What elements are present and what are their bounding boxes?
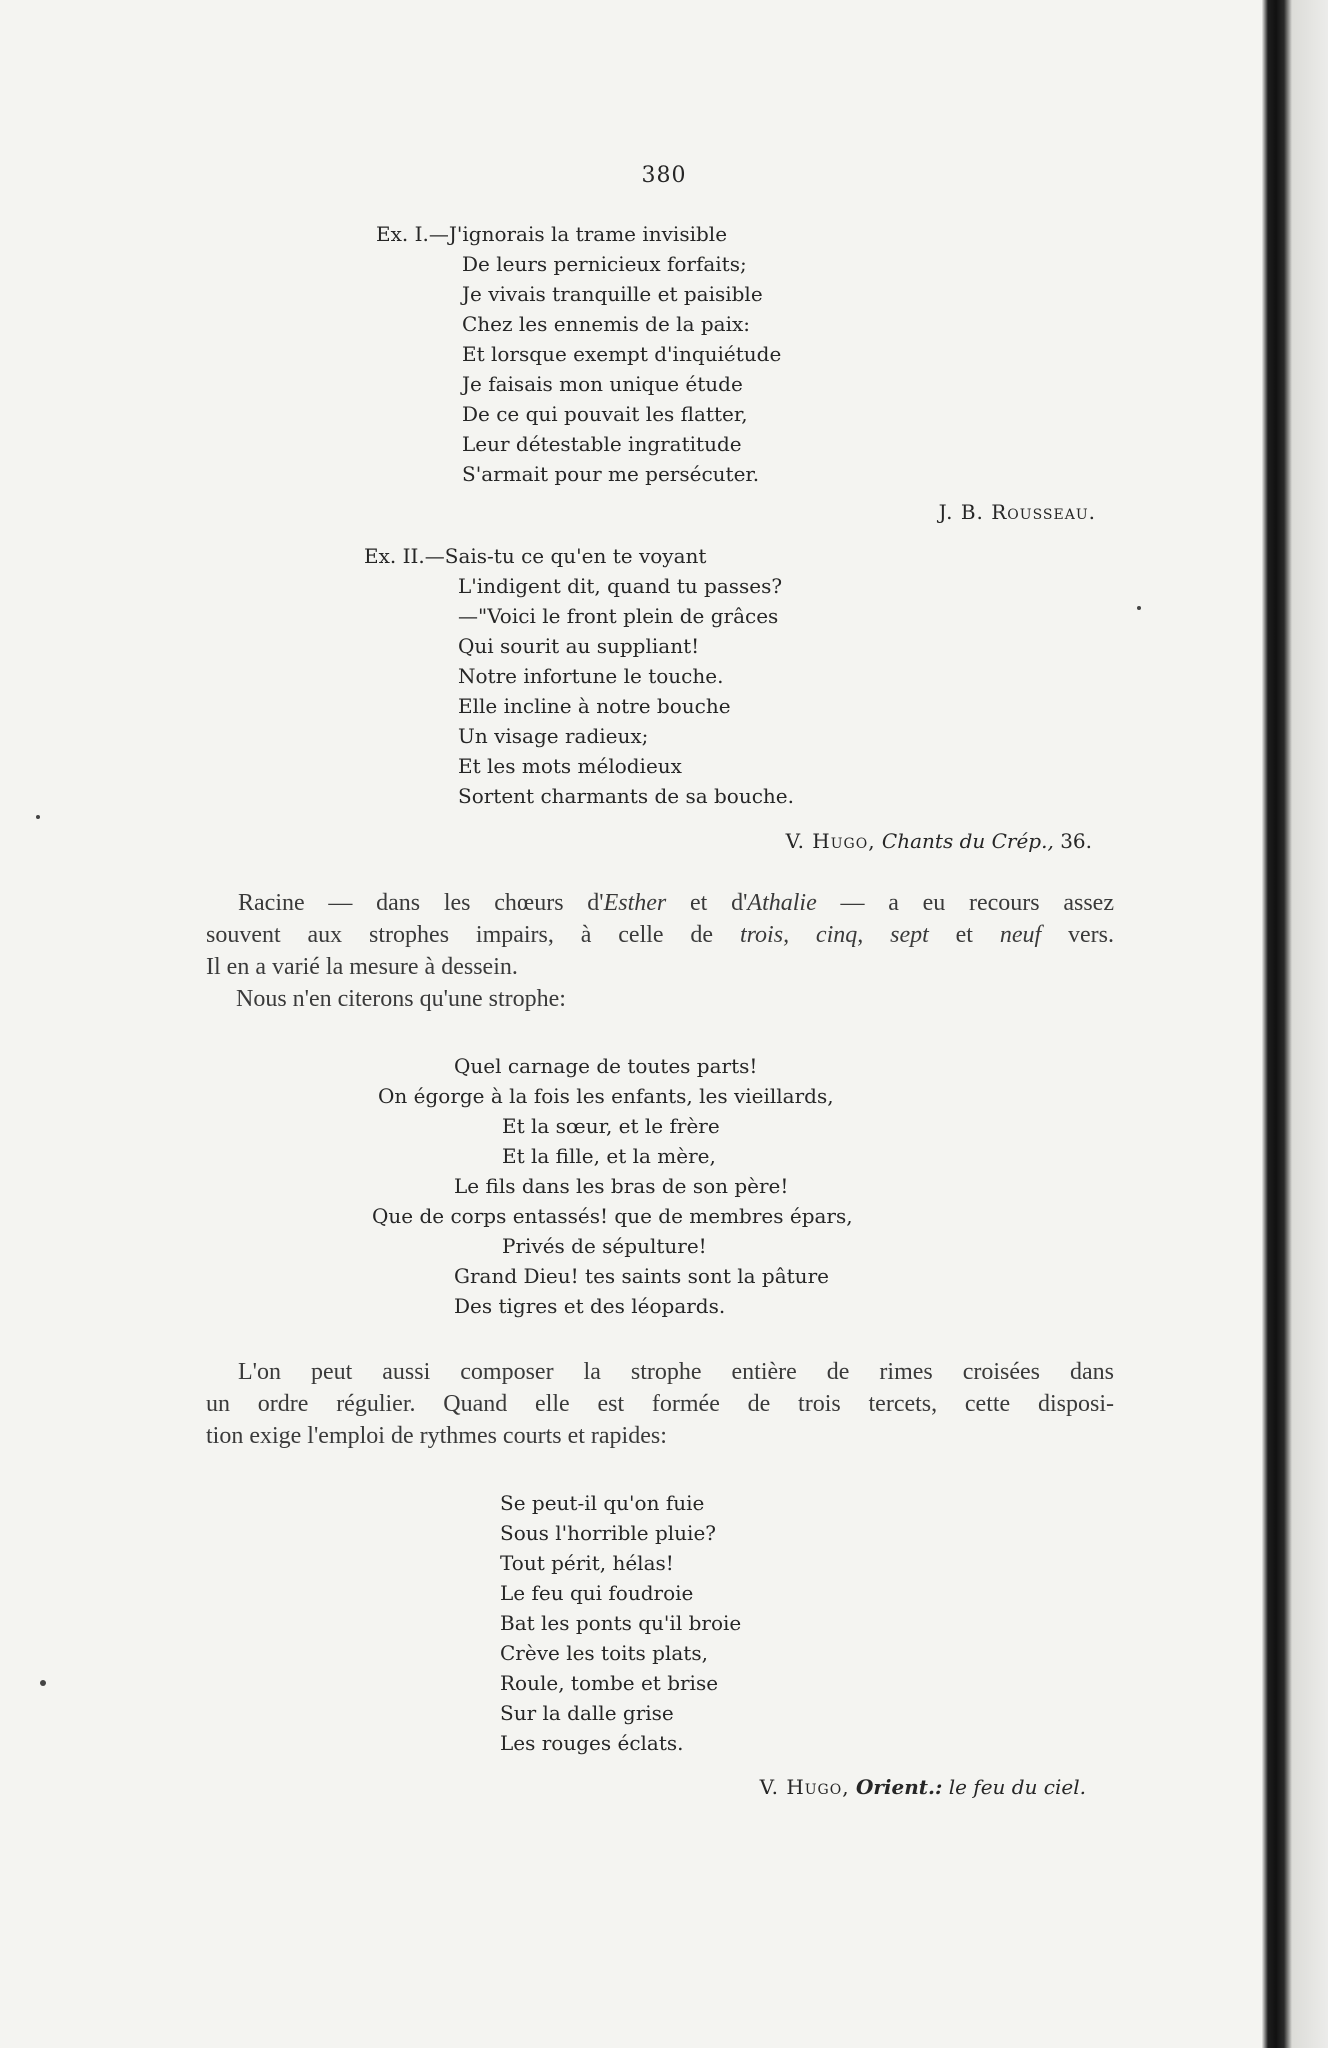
verse-text: Sais-tu ce qu'en te voyant <box>444 544 707 568</box>
poem-line: Je faisais mon unique étude <box>462 372 743 396</box>
poem-line <box>364 541 706 571</box>
paragraph-rimes-croisees <box>206 1356 1114 1452</box>
hugo-stanza-attribution: V. Hugo, Orient.: le feu du ciel. <box>759 1775 1086 1799</box>
example-label: Ex. I.— <box>376 222 449 246</box>
poem-line: Et la sœur, et le frère <box>502 1114 720 1138</box>
example-1-attribution: J. B. Rousseau. <box>938 500 1096 524</box>
prose-line: souvent aux strophes impairs, à celle de trois, cinq, sept et neuf vers. <box>206 922 1115 948</box>
page-number: 380 <box>641 163 687 188</box>
prose-line: Nous n'en citerons qu'une strophe: <box>236 986 566 1012</box>
paragraph-racine <box>206 887 1114 1015</box>
poem-line: Chez les ennemis de la paix: <box>462 312 750 336</box>
scan-speck <box>36 815 40 819</box>
poem-line: Que de corps entassés! que de membres épars, <box>372 1204 853 1228</box>
poem-line: Le fils dans les bras de son père! <box>454 1174 789 1198</box>
example-label: Ex. II.— <box>364 544 445 568</box>
poem-line: Sortent charmants de sa bouche. <box>458 784 794 808</box>
example-1-verses <box>462 249 781 489</box>
prose-line: L'on peut aussi composer la strophe entière de rimes croisées dans <box>238 1359 1114 1385</box>
prose-line: un ordre régulier. Quand elle est formée de trois tercets, cette disposi- <box>206 1391 1114 1417</box>
poem-line: Le feu qui foudroie <box>500 1581 694 1605</box>
poem-line: L'indigent dit, quand tu passes? <box>458 574 783 598</box>
poem-line: Tout périt, hélas! <box>500 1551 674 1575</box>
poem-line: Et les mots mélodieux <box>458 754 682 778</box>
prose-line: Racine — dans les chœurs d'Esther et d'Athalie — a eu recours assez <box>238 890 1114 916</box>
poem-line: S'armait pour me persécuter. <box>462 462 760 486</box>
poem-line: Elle incline à notre bouche <box>458 694 731 718</box>
poem-line: Et la fille, et la mère, <box>502 1144 716 1168</box>
prose-line: tion exige l'emploi de rythmes courts et rapides: <box>206 1423 667 1449</box>
poem-line: Qui sourit au suppliant! <box>458 634 700 658</box>
example-2-attribution: V. Hugo, Chants du Crép., 36. <box>785 829 1092 853</box>
verse-text: J'ignorais la trame invisible <box>448 222 728 246</box>
poem-line: Leur détestable ingratitude <box>462 432 742 456</box>
poem-line: De ce qui pouvait les flatter, <box>462 402 748 426</box>
poem-line: Les rouges éclats. <box>500 1731 684 1755</box>
poem-line: Sur la dalle grise <box>500 1701 674 1725</box>
poem-line: Bat les ponts qu'il broie <box>500 1611 742 1635</box>
poem-line: Un visage radieux; <box>458 724 649 748</box>
poem-line: Et lorsque exempt d'inquiétude <box>462 342 782 366</box>
scan-speck <box>1137 606 1141 610</box>
example-2-verses <box>458 571 794 811</box>
poem-title: le feu du ciel. <box>948 1775 1086 1799</box>
prose-line: Il en a varié la mesure à dessein. <box>206 954 518 980</box>
poem-line: Privés de sépulture! <box>502 1234 707 1258</box>
example-1-poem <box>376 219 727 249</box>
work-title: Chants du Crép., <box>881 829 1054 853</box>
poem-line: De leurs pernicieux forfaits; <box>462 252 747 276</box>
scan-speck <box>40 1680 46 1686</box>
poem-line: Grand Dieu! tes saints sont la pâture <box>454 1264 829 1288</box>
poem-line: Quel carnage de toutes parts! <box>454 1054 758 1078</box>
scan-page-edge <box>1262 0 1328 2048</box>
poem-line: Sous l'horrible pluie? <box>500 1521 717 1545</box>
work-title: Orient.: <box>855 1775 943 1799</box>
poem-line: On égorge à la fois les enfants, les vieillards, <box>378 1084 834 1108</box>
poem-line: Roule, tombe et brise <box>500 1671 719 1695</box>
poem-line: Des tigres et des léopards. <box>454 1294 726 1318</box>
example-2-poem <box>364 541 706 571</box>
racine-stanza <box>372 1051 853 1321</box>
poem-line: —"Voici le front plein de grâces <box>458 604 779 628</box>
hugo-stanza <box>500 1488 741 1758</box>
poem-line <box>376 219 727 249</box>
poem-line: Je vivais tranquille et paisible <box>462 282 763 306</box>
poem-line: Notre infortune le touche. <box>458 664 724 688</box>
poem-line: Crève les toits plats, <box>500 1641 708 1665</box>
poem-line: Se peut-il qu'on fuie <box>500 1491 705 1515</box>
